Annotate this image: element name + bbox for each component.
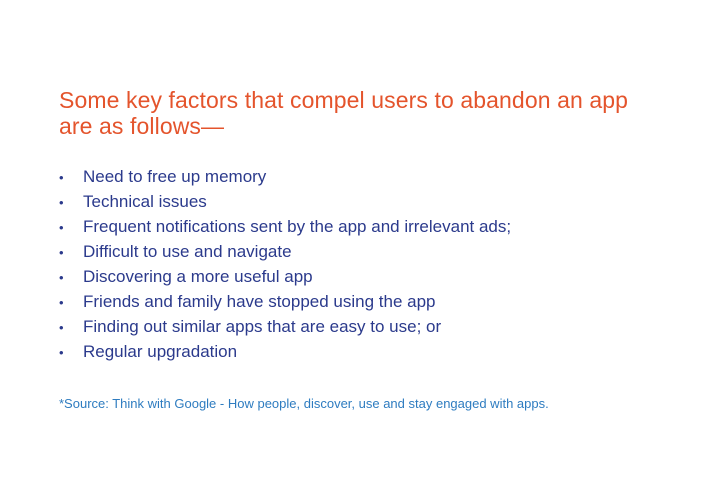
bullet-icon: • — [59, 320, 64, 335]
list-item — [59, 339, 511, 364]
abandonment-factor-list — [59, 164, 511, 364]
list-item — [59, 214, 511, 239]
list-item-label: Difficult to use and navigate — [83, 242, 292, 261]
list-item — [59, 164, 511, 189]
list-item — [59, 239, 511, 264]
list-item-label: Need to free up memory — [83, 167, 267, 186]
bullet-icon: • — [59, 295, 64, 310]
list-item — [59, 264, 511, 289]
list-item — [59, 314, 511, 339]
list-item-label: Technical issues — [83, 192, 207, 211]
source-note: *Source: Think with Google - How people, discover, use and stay engaged with apps. — [59, 396, 549, 411]
list-item-label: Regular upgradation — [83, 342, 238, 361]
bullet-icon: • — [59, 170, 64, 185]
list-item — [59, 189, 511, 214]
list-item-label: Finding out similar apps that are easy to use; or — [83, 317, 442, 336]
list-item-label: Discovering a more useful app — [83, 267, 313, 286]
list-item — [59, 289, 511, 314]
bullet-icon: • — [59, 345, 64, 360]
bullet-icon: • — [59, 220, 64, 235]
list-item-label: Friends and family have stopped using the app — [83, 292, 436, 311]
page-heading: Some key factors that compel users to abandon an app are as follows— — [59, 87, 629, 139]
list-item-label: Frequent notifications sent by the app and irrelevant ads; — [83, 217, 512, 236]
bullet-icon: • — [59, 245, 64, 260]
bullet-icon: • — [59, 270, 64, 285]
bullet-icon: • — [59, 195, 64, 210]
